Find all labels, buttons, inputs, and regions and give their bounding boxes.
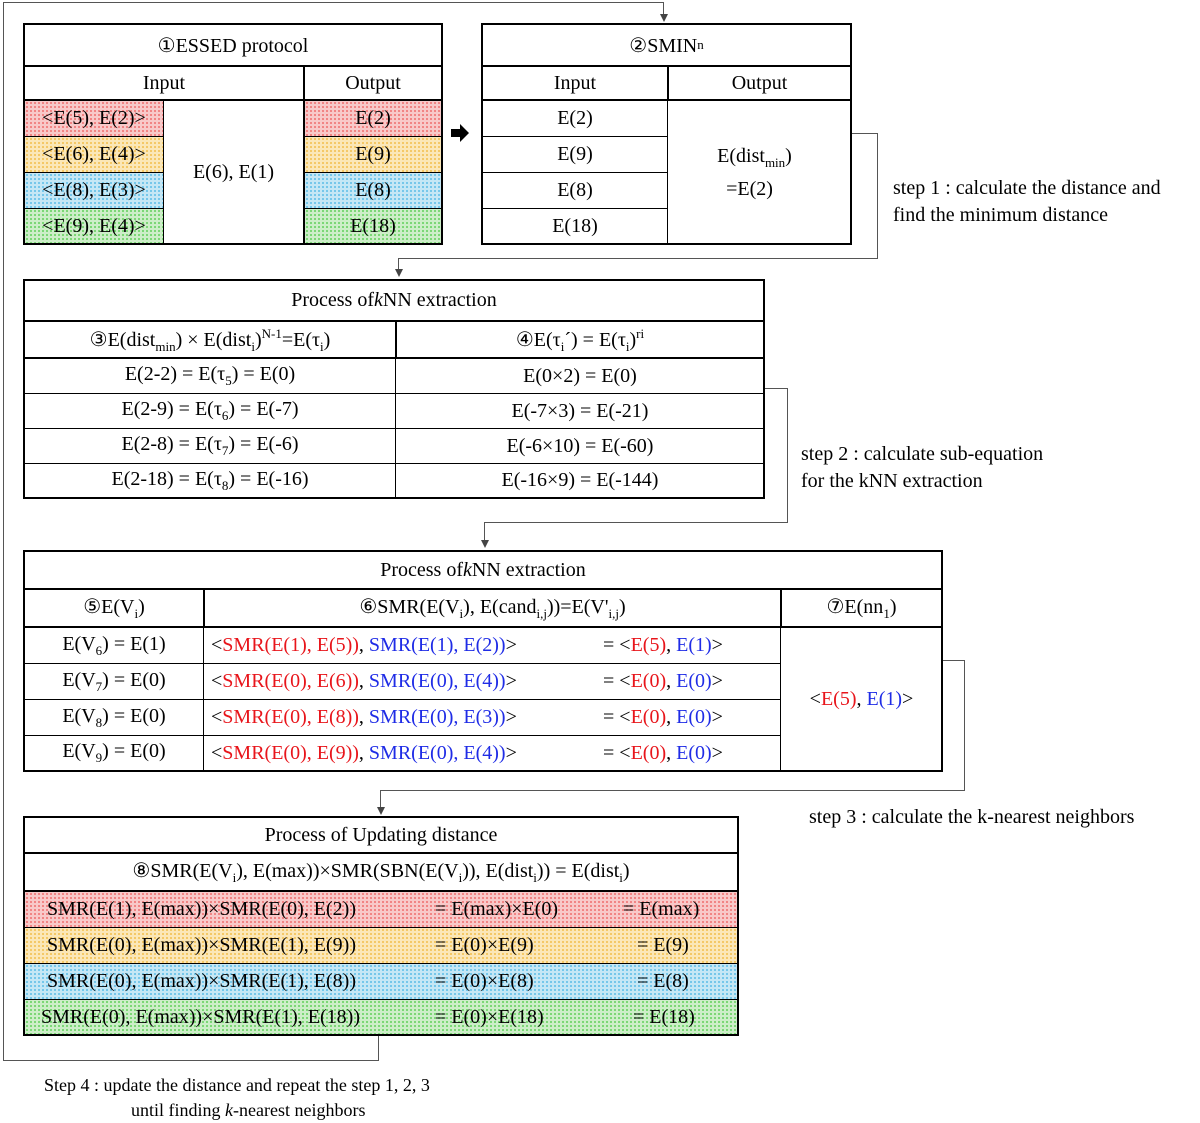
loop-line-bottom xyxy=(3,1060,379,1061)
knn2-smr-row: <SMR(E(0), E(6)), SMR(E(0), E(4))> = <E(0), E(0)> xyxy=(211,670,723,692)
essed-output-row: E(2) xyxy=(305,101,441,136)
loop-line-bottom-up xyxy=(378,1034,379,1061)
essed-input-row: <E(8), E(3)> xyxy=(25,173,163,208)
step1-connector-a xyxy=(850,133,878,134)
knn2-col5-header: $⑤E(V_i)$ xyxy=(83,596,145,621)
smin-output-line1: E(dist$_{min}$) xyxy=(717,144,792,170)
knn1-col4-row: E(-6×10) = E(-60) xyxy=(506,434,654,457)
knn1-col3-header: ③E(dist$_{min}$) × $E(dist_i)^{N-1}=E(\tau_i)$ xyxy=(89,325,331,354)
step3-connector-d xyxy=(380,790,381,808)
knn1-col3-row: $E(2-8) = E(\tau_7) = E(-6)$ xyxy=(121,433,299,458)
knn1-col4-row: E(-7×3) = E(-21) xyxy=(511,399,649,422)
step1-connector-b xyxy=(877,133,878,258)
step1-arrowhead xyxy=(395,269,403,277)
smin-input-row: E(8) xyxy=(557,179,593,201)
essed-input-row: <E(5), E(2)> xyxy=(25,101,163,136)
step2-connector-c xyxy=(484,522,788,523)
essed-title: ①ESSED protocol xyxy=(157,34,309,57)
essed-output-row: E(18) xyxy=(305,209,441,243)
step3-arrowhead xyxy=(377,807,385,815)
step2-connector-d xyxy=(484,522,485,541)
essed-input-row: <E(9), E(4)> xyxy=(25,209,163,243)
step1-note xyxy=(893,175,1161,229)
smin-input-row: E(18) xyxy=(552,214,598,237)
knn2-nn-result: <E(5), E(1)> xyxy=(809,687,914,710)
knn-extraction-table xyxy=(23,550,943,772)
smin-title-sub: n xyxy=(697,37,704,52)
knn1-title: Process of k NN extraction xyxy=(291,289,497,311)
update-row: SMR(E(0), E(max))×SMR(E(1), E(18)) = E(0)×E(18) = E(18) xyxy=(25,1000,737,1034)
essed-table xyxy=(23,23,443,245)
step1-connector-c xyxy=(398,258,878,259)
knn2-smr-row: <SMR(E(0), E(8)), SMR(E(0), E(3))> = <E(0), E(0)> xyxy=(211,706,723,728)
knn1-col3-row: $E(2-2) = E(\tau_5) = E(0)$ xyxy=(124,363,296,388)
essed-query: E(6), E(1) xyxy=(192,160,275,183)
update-row: SMR(E(1), E(max))×SMR(E(0), E(2)) = E(max)×E(0) = E(max) xyxy=(25,892,737,927)
smin-input-row: E(9) xyxy=(557,143,593,165)
step3-connector-a xyxy=(941,660,965,661)
smin-title xyxy=(483,25,850,65)
essed-input-row: <E(6), E(4)> xyxy=(25,137,163,172)
step3-connector-c xyxy=(380,790,965,791)
right-arrow-icon xyxy=(451,124,469,142)
knn1-col4-row: E(-16×9) = E(-144) xyxy=(501,469,659,491)
knn1-col3-row: $E(2-9) = E(\tau_6) = E(-7)$ xyxy=(121,398,299,423)
knn1-col3-row: $E(2-18) = E(\tau_8) = E(-16)$ xyxy=(111,467,309,493)
knn2-v-row: $E(V_7) = E(0)$ xyxy=(62,668,166,694)
smin-output-line2: =E(2) xyxy=(726,177,773,200)
essed-output-row: E(9) xyxy=(305,137,441,172)
update-header: $⑧SMR(E(V_i)$, $E(\max))\times SMR(SBN(E(V_i))$, E(dist$_i$)) = E(dist$_i$) xyxy=(132,860,630,885)
update-row: SMR(E(0), E(max))×SMR(E(1), E(9)) = E(0)×E(9) = E(9) xyxy=(25,928,737,963)
knn2-col6-header: $⑥SMR(E(V_i)$, $E(cand_{i,j}))=E(V'_{i,j})$ xyxy=(359,596,626,621)
smin-output xyxy=(669,101,850,243)
essed-output-row: E(8) xyxy=(305,173,441,208)
knn2-v-row: $E(V_6) = E(1)$ xyxy=(62,632,166,658)
knn2-v-row: $E(V_9) = E(0)$ xyxy=(62,740,166,765)
loop-arrowhead xyxy=(660,14,668,22)
essed-input-header: Input xyxy=(142,72,186,94)
step2-connector-b xyxy=(787,388,788,523)
step2-line2: for the kNN extraction xyxy=(801,470,983,492)
knn2-smr-row: <SMR(E(0), E(9)), SMR(E(0), E(4))> = <E(0), E(0)> xyxy=(211,741,723,764)
step3-connector-b xyxy=(964,660,965,790)
smin-input-row: E(2) xyxy=(557,107,593,129)
loop-line-left xyxy=(3,2,4,1061)
smin-output-header: Output xyxy=(731,72,788,94)
loop-line-top xyxy=(3,2,664,3)
step3-note: step 3 : calculate the k-nearest neighbors xyxy=(809,806,1135,828)
step1-line2: find the minimum distance xyxy=(893,204,1108,226)
update-distance-table xyxy=(23,816,739,1036)
update-title: Process of Updating distance xyxy=(264,823,498,846)
step4-line2: until finding k-nearest neighbors xyxy=(131,1100,366,1120)
step1-line1: step 1 : calculate the distance and xyxy=(893,177,1161,199)
step2-line1: step 2 : calculate sub-equation xyxy=(801,443,1044,465)
knn2-smr-row: <SMR(E(1), E(5)), SMR(E(1), E(2))> = <E(5), E(1)> xyxy=(211,634,723,656)
knn2-v-row: $E(V_8) = E(0)$ xyxy=(62,704,166,730)
knn2-col7-header: $⑦E(nn_1)$ xyxy=(826,596,897,621)
knn1-col4-header: $④E(\tau_i´) = E(\tau_i)^{ri}$ xyxy=(515,325,645,354)
knn-sub-equation-table xyxy=(23,279,765,499)
step2-arrowhead xyxy=(481,540,489,548)
step2-note xyxy=(801,441,1043,495)
smin-title-main: ②SMIN xyxy=(629,34,698,57)
smin-input-header: Input xyxy=(553,72,597,94)
essed-output-header: Output xyxy=(345,72,401,94)
knn2-title: Process of k NN extraction xyxy=(380,558,586,581)
smin-table xyxy=(481,23,852,245)
step2-connector-a xyxy=(765,388,788,389)
knn1-col4-row: E(0×2) = E(0) xyxy=(523,364,637,387)
step4-line1: Step 4 : update the distance and repeat the step 1, 2, 3 xyxy=(44,1075,430,1095)
step4-note xyxy=(44,1073,430,1123)
update-row: SMR(E(0), E(max))×SMR(E(1), E(8)) = E(0)×E(8) = E(8) xyxy=(25,964,737,999)
